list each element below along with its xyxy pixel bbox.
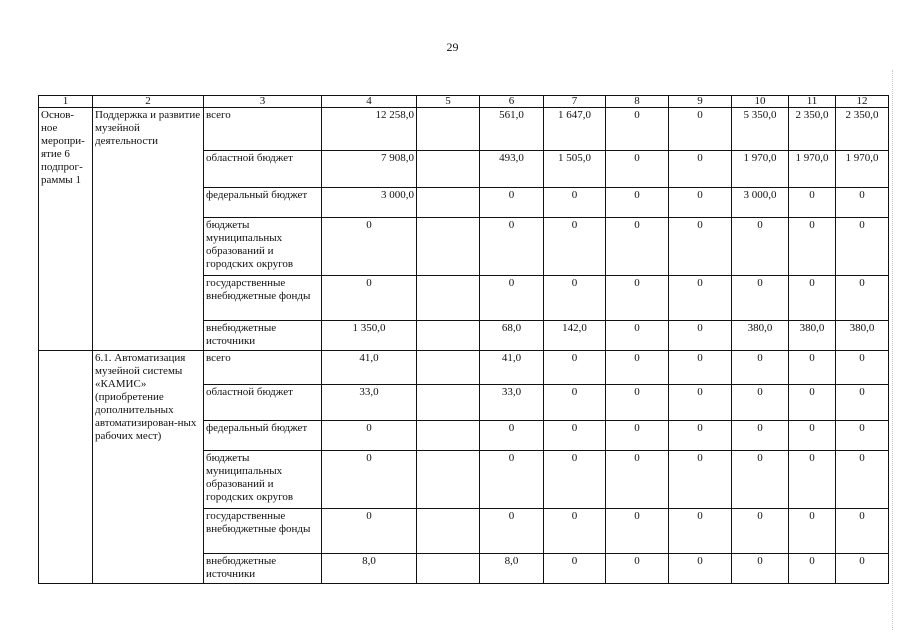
value-cell: 0	[732, 421, 789, 451]
funding-source-cell: государственные внебюджетные фонды	[204, 509, 322, 554]
value-cell: 0	[732, 276, 789, 321]
value-cell	[417, 509, 480, 554]
value-cell: 0	[836, 385, 889, 421]
value-cell: 0	[606, 509, 669, 554]
page-number: 29	[446, 40, 459, 54]
value-cell: 3 000,0	[732, 188, 789, 218]
funding-source-cell: областной бюджет	[204, 151, 322, 188]
value-cell: 0	[322, 421, 417, 451]
column-number-row	[39, 96, 889, 108]
value-cell: 0	[669, 321, 732, 351]
column-header: 9	[669, 96, 732, 108]
activity-name-cell: 6.1. Автоматизация музейной системы «КАМИС» (приобретение дополнительных автоматизирован-ных рабочих мест)	[93, 351, 204, 584]
value-cell: 0	[322, 509, 417, 554]
value-cell: 0	[544, 554, 606, 584]
value-cell	[417, 218, 480, 276]
funding-source-cell: федеральный бюджет	[204, 188, 322, 218]
column-header: 8	[606, 96, 669, 108]
value-cell: 0	[836, 421, 889, 451]
value-cell: 2 350,0	[789, 108, 836, 151]
value-cell: 0	[789, 276, 836, 321]
funding-source-cell: бюджеты муниципальных образований и городских округов	[204, 451, 322, 509]
value-cell: 380,0	[789, 321, 836, 351]
budget-table	[38, 95, 889, 584]
activity-code-cell	[39, 351, 93, 584]
value-cell: 0	[480, 421, 544, 451]
value-cell: 0	[732, 385, 789, 421]
value-cell: 0	[669, 188, 732, 218]
value-cell: 0	[606, 218, 669, 276]
value-cell: 0	[836, 509, 889, 554]
value-cell: 12 258,0	[322, 108, 417, 151]
value-cell: 380,0	[836, 321, 889, 351]
value-cell: 0	[669, 421, 732, 451]
column-header: 12	[836, 96, 889, 108]
value-cell: 0	[480, 509, 544, 554]
funding-source-cell: всего	[204, 108, 322, 151]
column-header: 7	[544, 96, 606, 108]
column-header: 2	[93, 96, 204, 108]
value-cell: 0	[480, 451, 544, 509]
value-cell: 8,0	[480, 554, 544, 584]
value-cell: 0	[732, 554, 789, 584]
value-cell: 0	[606, 385, 669, 421]
activity-code-cell: Основ-ное меропри-ятие 6 подпрог-раммы 1	[39, 108, 93, 351]
value-cell: 1 970,0	[732, 151, 789, 188]
value-cell: 41,0	[480, 351, 544, 385]
value-cell: 0	[606, 351, 669, 385]
value-cell: 0	[322, 451, 417, 509]
scan-edge-artifact	[892, 70, 903, 630]
value-cell: 0	[544, 385, 606, 421]
value-cell	[417, 108, 480, 151]
value-cell: 0	[322, 276, 417, 321]
value-cell: 1 505,0	[544, 151, 606, 188]
value-cell: 0	[669, 151, 732, 188]
value-cell: 33,0	[322, 385, 417, 421]
column-header: 1	[39, 96, 93, 108]
value-cell	[417, 421, 480, 451]
value-cell: 0	[789, 218, 836, 276]
value-cell: 0	[544, 351, 606, 385]
value-cell: 0	[669, 218, 732, 276]
value-cell: 0	[669, 276, 732, 321]
value-cell: 0	[732, 351, 789, 385]
value-cell: 41,0	[322, 351, 417, 385]
value-cell: 0	[669, 509, 732, 554]
value-cell: 0	[480, 276, 544, 321]
value-cell: 7 908,0	[322, 151, 417, 188]
value-cell: 380,0	[732, 321, 789, 351]
value-cell: 1 350,0	[322, 321, 417, 351]
funding-source-cell: всего	[204, 351, 322, 385]
value-cell	[417, 321, 480, 351]
column-header: 5	[417, 96, 480, 108]
value-cell: 0	[789, 188, 836, 218]
value-cell: 0	[669, 451, 732, 509]
funding-source-cell: внебюджетные источники	[204, 321, 322, 351]
value-cell: 0	[544, 509, 606, 554]
value-cell: 0	[669, 351, 732, 385]
value-cell	[417, 451, 480, 509]
value-cell: 0	[480, 188, 544, 218]
value-cell: 0	[606, 188, 669, 218]
value-cell: 33,0	[480, 385, 544, 421]
activity-name-cell: Поддержка и развитие музейной деятельности	[93, 108, 204, 351]
value-cell: 561,0	[480, 108, 544, 151]
value-cell	[417, 385, 480, 421]
funding-source-cell: федеральный бюджет	[204, 421, 322, 451]
value-cell: 5 350,0	[732, 108, 789, 151]
funding-source-cell: бюджеты муниципальных образований и городских округов	[204, 218, 322, 276]
value-cell: 0	[480, 218, 544, 276]
value-cell: 0	[322, 218, 417, 276]
value-cell: 0	[836, 351, 889, 385]
value-cell: 0	[789, 451, 836, 509]
column-header: 11	[789, 96, 836, 108]
value-cell: 0	[836, 554, 889, 584]
value-cell: 0	[606, 151, 669, 188]
value-cell: 0	[606, 451, 669, 509]
value-cell: 493,0	[480, 151, 544, 188]
value-cell: 0	[606, 321, 669, 351]
value-cell: 1 647,0	[544, 108, 606, 151]
value-cell: 0	[544, 218, 606, 276]
value-cell	[417, 188, 480, 218]
column-header: 3	[204, 96, 322, 108]
value-cell: 142,0	[544, 321, 606, 351]
value-cell: 0	[544, 276, 606, 321]
value-cell: 1 970,0	[836, 151, 889, 188]
value-cell: 8,0	[322, 554, 417, 584]
table-row	[39, 351, 889, 385]
value-cell	[417, 351, 480, 385]
value-cell	[417, 276, 480, 321]
value-cell: 0	[732, 509, 789, 554]
value-cell	[417, 151, 480, 188]
value-cell: 0	[732, 451, 789, 509]
value-cell: 68,0	[480, 321, 544, 351]
value-cell: 0	[544, 188, 606, 218]
funding-source-cell: государственные внебюджетные фонды	[204, 276, 322, 321]
value-cell: 0	[669, 108, 732, 151]
value-cell: 0	[789, 509, 836, 554]
value-cell: 0	[789, 554, 836, 584]
value-cell: 0	[606, 108, 669, 151]
table-row	[39, 108, 889, 151]
column-header: 6	[480, 96, 544, 108]
column-header: 4	[322, 96, 417, 108]
value-cell: 3 000,0	[322, 188, 417, 218]
value-cell: 0	[669, 385, 732, 421]
value-cell	[417, 554, 480, 584]
value-cell: 0	[606, 276, 669, 321]
value-cell: 0	[789, 351, 836, 385]
value-cell: 2 350,0	[836, 108, 889, 151]
value-cell: 0	[606, 421, 669, 451]
value-cell: 0	[836, 218, 889, 276]
funding-source-cell: внебюджетные источники	[204, 554, 322, 584]
value-cell: 0	[669, 554, 732, 584]
value-cell: 1 970,0	[789, 151, 836, 188]
value-cell: 0	[836, 451, 889, 509]
value-cell: 0	[836, 276, 889, 321]
value-cell: 0	[732, 218, 789, 276]
funding-source-cell: областной бюджет	[204, 385, 322, 421]
value-cell: 0	[544, 451, 606, 509]
value-cell: 0	[544, 421, 606, 451]
value-cell: 0	[836, 188, 889, 218]
value-cell: 0	[789, 385, 836, 421]
column-header: 10	[732, 96, 789, 108]
value-cell: 0	[789, 421, 836, 451]
value-cell: 0	[606, 554, 669, 584]
